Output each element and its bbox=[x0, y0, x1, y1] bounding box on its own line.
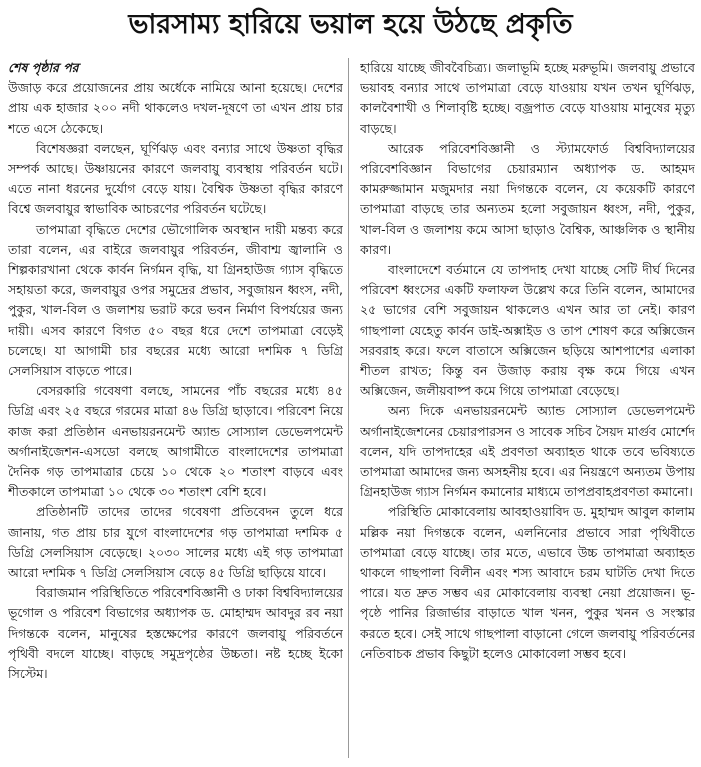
paragraph: পরিস্থিতি মোকাবেলায় আবহাওয়াবিদ ড. মুহাম্মদ আবুল কালাম মল্লিক নয়া দিগন্তকে বলেন, এলনিনোর প্রভাবে সারা পৃথিবীতে তাপমাত্রা বেড়ে যাচ্ছে। তার মতে, এভাবে উচ্চ তাপমাত্রা অব্যাহত থাকলে গাছপালা বিলীন এবং শস্য আবাদে চরম ঘাটতি দেখা দিতে পারে। যত দ্রুত সম্ভব এর মোকাবেলায় ব্যবস্থা নেয়া প্রয়োজন। ভূ-পৃষ্ঠে পানির রিজার্ভার বাড়াতে খাল খনন, পুকুর খনন ও সংস্কার করতে হবে। সেই সাথে গাছপালা বাড়ানো গেলে জলবায়ু পরিবর্তনের নেতিবাচক প্রভাব কিছুটা হলেও মোকাবেলা সম্ভব হবে। bbox=[360, 504, 695, 661]
paragraph: উজাড় করে প্রয়োজনের প্রায় অর্ধেকে নামিয়ে আনা হয়েছে। দেশের প্রায় এক হাজার ২০০ নদী থাকলেও দখল-দূষণে তা এখন প্রায় চার শতে এসে ঠেকেছে। bbox=[8, 80, 343, 136]
paragraph: হারিয়ে যাচ্ছে জীববৈচিত্র্য। জলাভূমি হচ্ছে মরুভূমি। জলবায়ু প্রভাবে ভয়াবহ বন্যার সাথে তাপমাত্রা বেড়ে যাওয়ায় যখন তখন ঘূর্ণিঝড়, কালবৈশাখী ও শিলাবৃষ্টি হচ্ছে। বজ্রপাত বেড়ে যাওয়ায় মানুষের মৃত্যু বাড়ছে। bbox=[360, 60, 695, 136]
right-column bbox=[360, 58, 695, 758]
paragraph: বেসরকারি গবেষণা বলছে, সামনের পাঁচ বছরের মধ্যে ৪৫ ডিগ্রি এবং ২৫ বছরে গরমের মাত্রা ৪৬ ডিগ্রি ছাড়াবে। পরিবেশ নিয়ে কাজ করা প্রতিষ্ঠান এনভায়রনমেন্ট অ্যান্ড সোস্যাল ডেভেলপমেন্ট অর্গানাইজেশন-এসডো বলছে আগামীতে বাংলাদেশের তাপমাত্রা দৈনিক গড় তাপমাত্রার চেয়ে ১০ থেকে ২০ শতাংশ বাড়বে এবং শীতকালে তাপমাত্রা ১০ থেকে ৩০ শতাংশ বেশি হবে। bbox=[8, 383, 343, 500]
column-divider bbox=[348, 58, 349, 758]
paragraph: অন্য দিকে এনভায়রনমেন্ট অ্যান্ড সোস্যাল ডেভেলপমেন্ট অর্গানাইজেশনের চেয়ারপারসন ও সাবেক সচিব সৈয়দ মার্গুব মোর্শেদ বলেন, যদি তাপদাহের এই প্রবণতা অব্যাহত থাকে তবে ভবিষ্যতে তাপমাত্রা আমাদের জন্য অসহনীয় হবে। এর নিয়ন্ত্রণে অন্যতম উপায় গ্রিনহাউজ গ্যাস নির্গমন কমানোর মাধ্যমে তাপপ্রবাহপ্রবণতা কমানো। bbox=[360, 403, 695, 500]
continuation-kicker: শেষ পৃষ্ঠার পর bbox=[8, 60, 79, 75]
paragraph: আরেক পরিবেশবিজ্ঞানী ও স্ট্যামফোর্ড বিশ্ববিদ্যালয়ের পরিবেশবিজ্ঞান বিভাগের চেয়ারম্যান অধ্যাপক ড. আহমদ কামরুজ্জামান মজুমদার নয়া দিগন্তকে বলেন, যে কয়েকটি কারণে তাপমাত্রা বাড়ছে তার অন্যতম হলো সবুজায়ন ধ্বংস, নদী, পুকুর, খাল-বিল ও জলাশয় কমে আসা ছাড়াও বৈশ্বিক, আঞ্চলিক ও স্থানীয় কারণ। bbox=[360, 140, 695, 257]
article-headline: ভারসাম্য হারিয়ে ভয়াল হয়ে উঠছে প্রকৃতি bbox=[128, 9, 573, 40]
left-column bbox=[8, 58, 343, 758]
paragraph: প্রতিষ্ঠানটি তাদের তাদের গবেষণা প্রতিবেদন তুলে ধরে জানায়, গত প্রায় চার যুগে বাংলাদেশের গড় তাপমাত্রা দশমিক ৫ ডিগ্রি সেলসিয়াস বেড়েছে। ২০৩০ সালের মধ্যে এই গড় তাপমাত্রা আরো দশমিক ৭ ডিগ্রি সেলসিয়াস বেড়ে ৪৫ ডিগ্রি ছাড়িয়ে যাবে। bbox=[8, 504, 343, 581]
paragraph: বিশেষজ্ঞরা বলছেন, ঘূর্ণিঝড় এবং বন্যার সাথে উষ্ণতা বৃদ্ধির সম্পর্ক আছে। উষ্ণায়নের কারণে জলবায়ু ব্যবস্থায় পরিবর্তন ঘটে। এতে নানা ধরনের দুর্যোগ বেড়ে যায়। বৈশ্বিক উষ্ণতা বৃদ্ধির কারণে বিশ্বে জলবায়ুর স্বাভাবিক আচরণের পরিবর্তন ঘটেছে। bbox=[8, 140, 343, 217]
paragraph: তাপমাত্রা বৃদ্ধিতে দেশের ভৌগোলিক অবস্থান দায়ী মন্তব্য করে তারা বলেন, এর বাইরে জলবায়ুর পরিবর্তন, জীবাশ্ম জ্বালানি ও শিল্পকারখানা থেকে কার্বন নির্গমন বৃদ্ধি, যা গ্রিনহাউজ গ্যাস বৃদ্ধিতে সহায়তা করে, জলবায়ুর ওপর সমুদ্রের প্রভাব, সবুজায়ন ধ্বংস, নদী, পুকুর, খাল-বিল ও জলাশয় ভরাট করে ভবন নির্মাণ বিপর্যয়ের জন্য দায়ী। এসব কারণে বিগত ৫০ বছর ধরে দেশে তাপমাত্রা বেড়েই চলেছে। যা আগামী চার বছরের মধ্যে আরো দশমিক ৭ ডিগ্রি সেলসিয়াস বাড়তে পারে। bbox=[8, 221, 343, 379]
paragraph: বাংলাদেশে বর্তমানে যে তাপদাহ দেখা যাচ্ছে সেটি দীর্ঘ দিনের পরিবেশ ধ্বংসের একটি ফলাফল উল্লেখ করে তিনি বলেন, আমাদের ২৫ ভাগের বেশি সবুজায়ন থাকলেও এখন আর তা নেই। কারণ গাছপালা যেহেতু কার্বন ডাই-অক্সাইড ও তাপ শোষণ করে অক্সিজেন সরবরাহ করে। ফলে বাতাসে অক্সিজেন ছড়িয়ে আশপাশের এলাকা শীতল রাখত; কিন্তু বন উজাড় করায় বৃক্ষ কমে গিয়ে এখন অক্সিজেন, জলীয়বাষ্প কমে গিয়ে তাপমাত্রা বেড়েছে। bbox=[360, 262, 695, 399]
paragraph: বিরাজমান পরিস্থিতিতে পরিবেশবিজ্ঞানী ও ঢাকা বিশ্ববিদ্যালয়ের ভূগোল ও পরিবেশ বিভাগের অধ্যাপক ড. মোহাম্মদ আবদুর রব নয়া দিগন্তকে বলেন, মানুষের হস্তক্ষেপের কারণে জলবায়ু পরিবর্তনে পৃথিবী বদলে যাচ্ছে। বাড়ছে সমুদ্রপৃষ্ঠের উচ্চতা। নষ্ট হচ্ছে ইকো সিস্টেম। bbox=[8, 585, 343, 682]
